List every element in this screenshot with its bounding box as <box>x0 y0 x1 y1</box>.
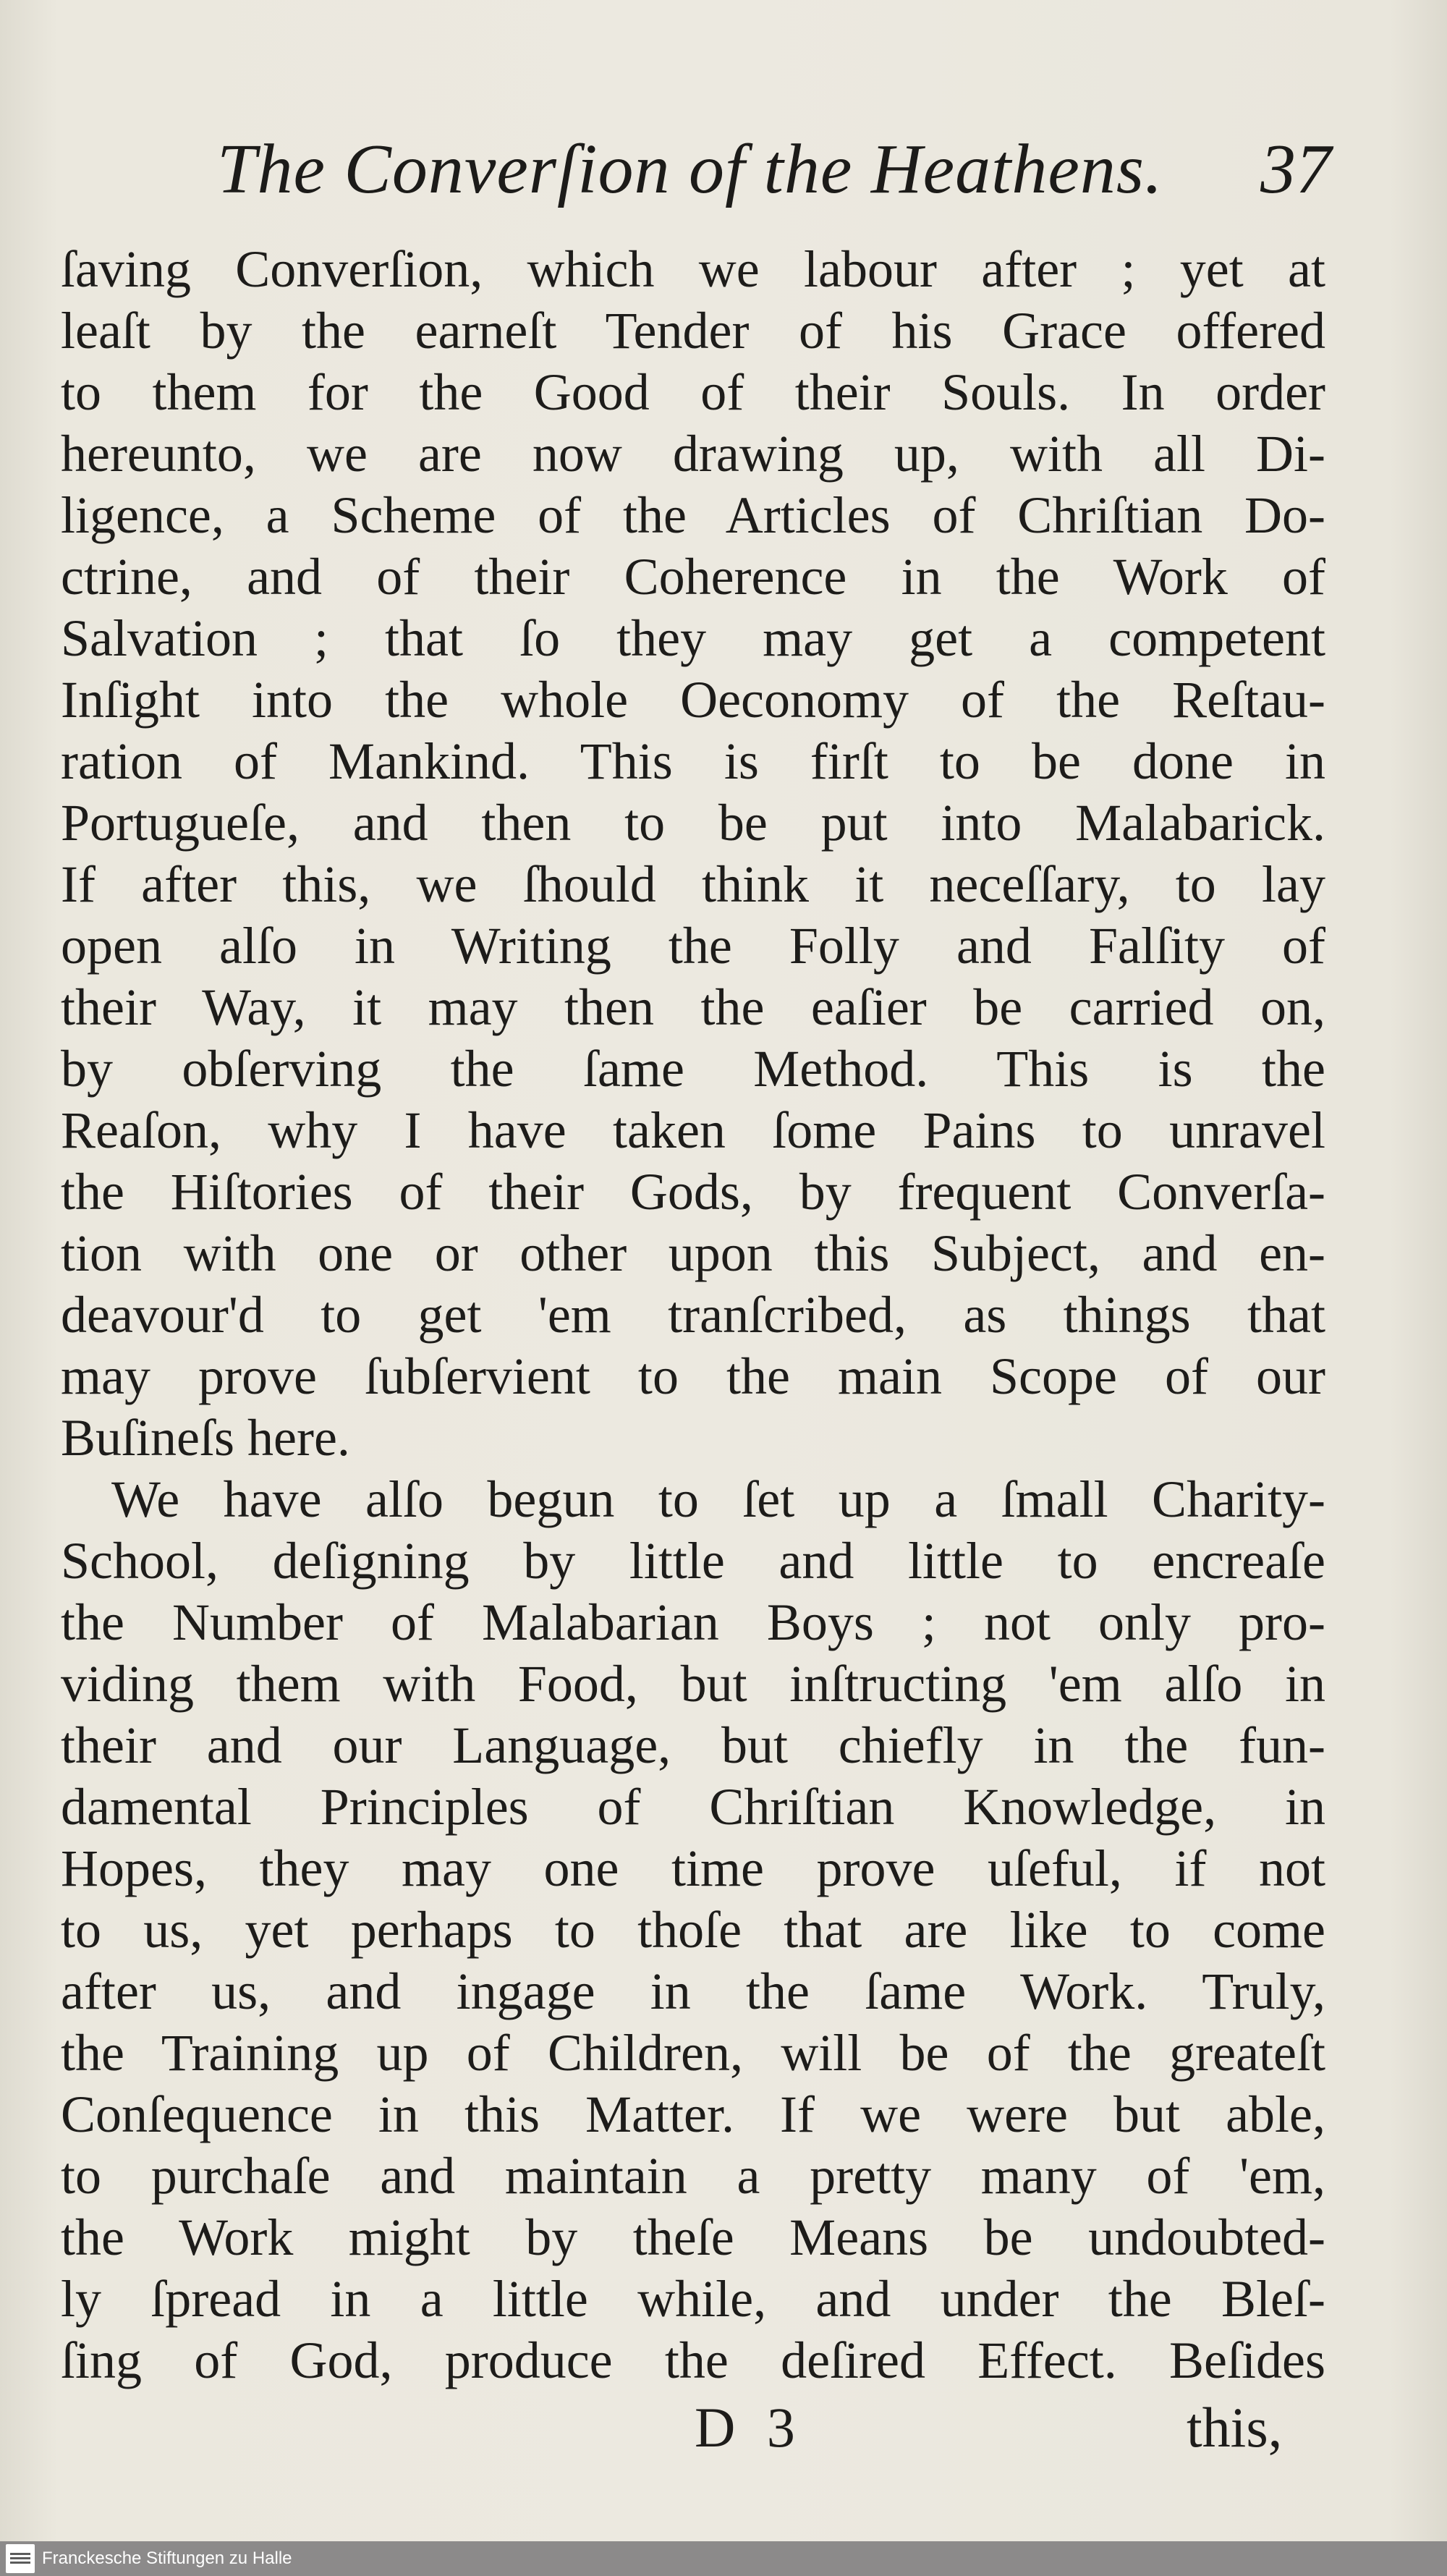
text-line: damental Principles of Chriſtian Knowledge, in <box>61 1778 1325 1836</box>
text-line: after us, and ingage in the ſame Work. Truly, <box>61 1962 1325 2020</box>
page-footer <box>0 2395 1447 2475</box>
text-line: the Hiſtories of their Gods, by frequent Converſa- <box>61 1163 1325 1221</box>
text-line: Hopes, they may one time prove uſeful, if not <box>61 1839 1325 1897</box>
text-line: to us, yet perhaps to thoſe that are like to come <box>61 1901 1325 1959</box>
institution-label: Franckesche Stiftungen zu Halle <box>42 2549 292 2568</box>
text-line: ly ſpread in a little while, and under the Bleſ- <box>61 2270 1325 2328</box>
text-line: to purchaſe and maintain a pretty many of 'em, <box>61 2147 1325 2205</box>
viewer-bottom-bar <box>0 2541 1447 2576</box>
text-line: the Training up of Children, will be of the greateſt <box>61 2024 1325 2082</box>
text-line: tion with one or other upon this Subject, and en- <box>61 1224 1325 1282</box>
text-line: Buſineſs here. <box>61 1409 350 1467</box>
text-line: School, deſigning by little and little to encreaſe <box>61 1532 1325 1590</box>
text-line: Reaſon, why I have taken ſome Pains to unravel <box>61 1101 1325 1159</box>
text-line: viding them with Food, but inſtructing 'em alſo in <box>61 1655 1325 1713</box>
text-line: to them for the Good of their Souls. In order <box>61 363 1325 421</box>
body-text <box>61 239 1325 2391</box>
text-line: the Work might by theſe Means be undoubted- <box>61 2208 1325 2266</box>
text-line: the Number of Malabarian Boys ; not only pro- <box>61 1593 1325 1651</box>
text-line: their and our Language, but chiefly in the fun- <box>61 1716 1325 1774</box>
running-title: The Converſion of the Heathens. <box>217 130 1163 208</box>
text-line: Inſight into the whole Oeconomy of the Reſtau- <box>61 671 1325 729</box>
text-line: If after this, we ſhould think it neceſſary, to lay <box>61 855 1325 913</box>
catchword: this, <box>1187 2396 1283 2459</box>
francke-foundation-logo-icon <box>6 2544 35 2573</box>
text-line: deavour'd to get 'em tranſcribed, as things that <box>61 1286 1325 1344</box>
text-line: ſing of God, produce the deſired Effect. Beſides <box>61 2331 1325 2389</box>
text-line: hereunto, we are now drawing up, with all Di- <box>61 425 1325 483</box>
text-line: Salvation ; that ſo they may get a competent <box>61 609 1325 667</box>
text-line: leaſt by the earneſt Tender of his Grace offered <box>61 302 1325 360</box>
text-line: ctrine, and of their Coherence in the Work of <box>61 548 1325 606</box>
text-line: by obſerving the ſame Method. This is the <box>61 1040 1325 1098</box>
page-number: 37 <box>1260 130 1331 208</box>
text-line: Portugueſe, and then to be put into Malabarick. <box>61 794 1325 852</box>
text-line: ſaving Converſion, which we labour after ; yet at <box>61 240 1325 298</box>
text-line: We have alſo begun to ſet up a ſmall Charity- <box>111 1470 1325 1528</box>
text-line: ration of Mankind. This is firſt to be done in <box>61 732 1325 790</box>
text-line: may prove ſubſervient to the main Scope of our <box>61 1347 1325 1405</box>
text-line: open alſo in Writing the Folly and Falſity of <box>61 917 1325 975</box>
page-header <box>217 129 1331 216</box>
signature-mark: D 3 <box>695 2396 804 2459</box>
text-line: Conſequence in this Matter. If we were but able, <box>61 2085 1325 2143</box>
text-line: ligence, a Scheme of the Articles of Chriſtian Do- <box>61 486 1325 544</box>
text-line: their Way, it may then the eaſier be carried on, <box>61 978 1325 1036</box>
